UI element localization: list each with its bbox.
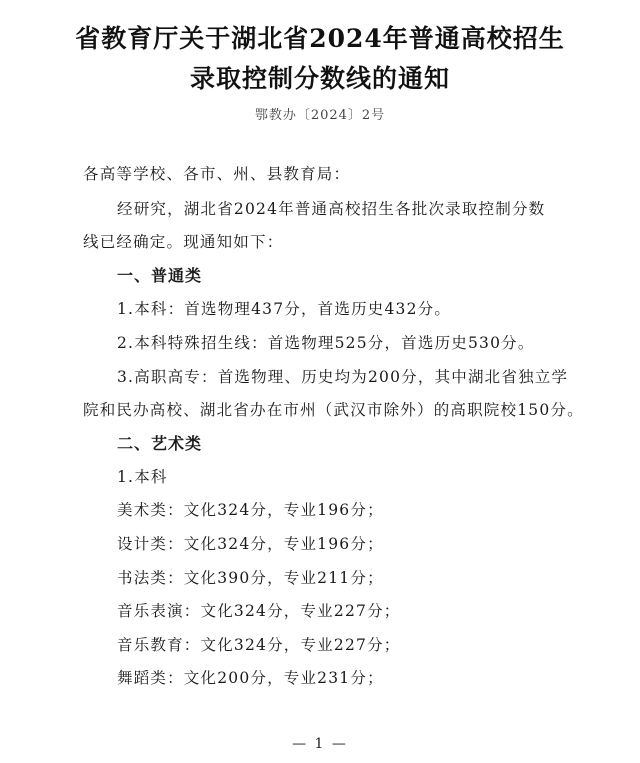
arts-item-dance: 舞蹈类：文化200分，专业231分； [117, 669, 384, 687]
general-item-vocational-line-2: 院和民办高校、湖北省办在市州（武汉市除外）的高职院校150分。 [83, 401, 584, 419]
arts-item-design: 设计类：文化324分，专业196分； [117, 535, 384, 553]
general-item-undergraduate: 1.本科：首选物理437分，首选历史432分。 [117, 300, 452, 318]
section-heading-general: 一、普通类 [117, 266, 203, 285]
section-heading-arts: 二、艺术类 [117, 434, 203, 453]
arts-item-music-performance: 音乐表演：文化324分，专业227分； [117, 602, 401, 620]
document-number: 鄂教办〔2024〕2号 [254, 108, 386, 123]
document-title-line-1: 省教育厅关于湖北省2024年普通高校招生 [75, 24, 565, 53]
arts-item-calligraphy: 书法类：文化390分，专业211分； [117, 569, 384, 587]
arts-item-music-education: 音乐教育：文化324分，专业227分； [117, 636, 401, 654]
document-title-line-2: 录取控制分数线的通知 [189, 64, 450, 93]
arts-item-fine-arts: 美术类：文化324分，专业196分； [117, 501, 384, 519]
general-item-vocational-line-1: 3.高职高专：首选物理、历史均为200分，其中湖北省独立学 [117, 368, 569, 386]
addressee: 各高等学校、各市、州、县教育局： [83, 165, 351, 183]
general-item-special: 2.本科特殊招生线：首选物理525分，首选历史530分。 [117, 334, 535, 352]
page-number: — 1 — [292, 736, 348, 752]
intro-line-2: 线已经确定。现通知如下： [83, 233, 284, 251]
intro-line-1: 经研究，湖北省2024年普通高校招生各批次录取控制分数 [117, 200, 546, 218]
arts-subheading-undergraduate: 1.本科 [117, 468, 168, 486]
